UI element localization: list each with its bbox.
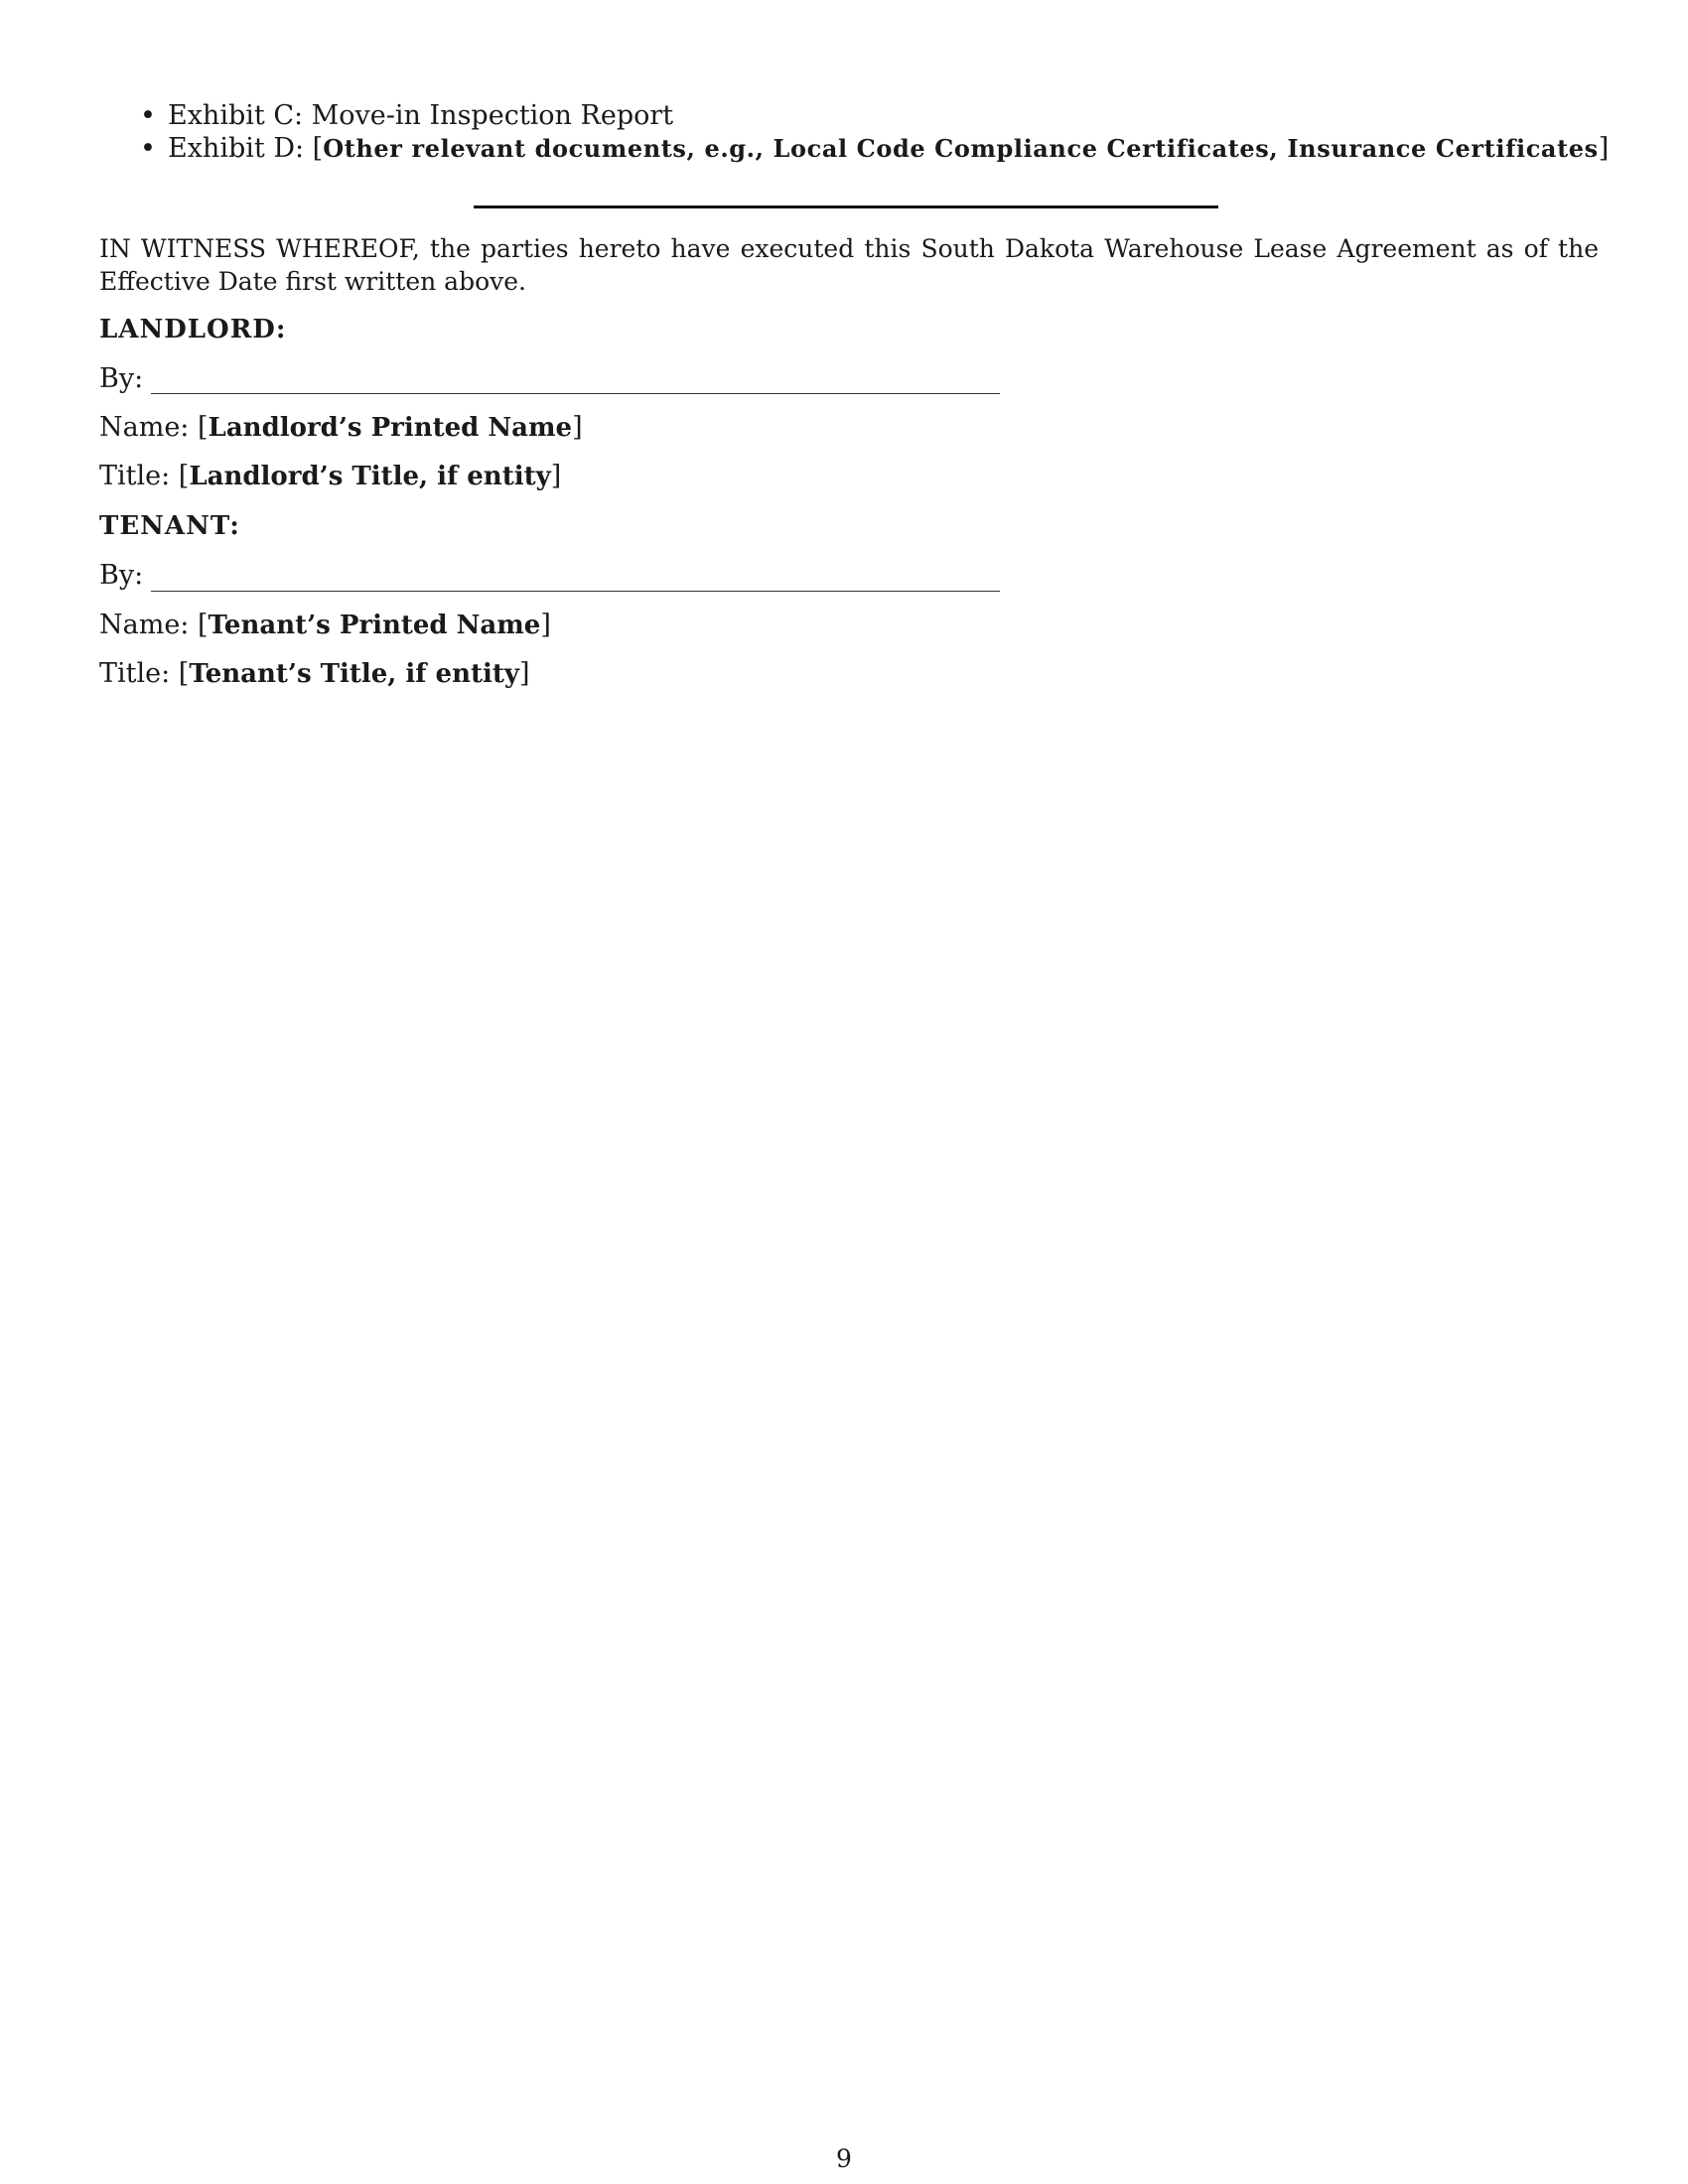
exhibit-list [135,99,1609,165]
tenant-signature-line[interactable] [151,591,1000,592]
landlord-signature-line[interactable] [151,393,1000,394]
name-label: Name: [99,610,198,640]
tenant-title-line [99,658,530,689]
tenant-heading: TENANT: [99,511,240,541]
landlord-heading: LANDLORD: [99,315,287,344]
exhibit-label: Exhibit C: [168,100,312,131]
landlord-name-line [99,412,583,443]
tenant-title-value: Tenant’s Title, if entity [189,659,519,689]
bullet-icon: • [140,133,156,164]
bracket-open: [ [197,412,209,443]
bracket-open: [ [178,461,190,491]
page-number: 9 [836,2144,852,2173]
tenant-name-line [99,610,551,640]
name-label: Name: [99,412,198,443]
bracket-close: ] [540,610,551,640]
bracket-close: ] [518,658,530,689]
landlord-title-line [99,461,561,491]
witness-paragraph: IN WITNESS WHEREOF, the parties hereto have executed this South Dakota Warehouse Lease Agreement as of the Effective Date first written above. [99,234,1599,296]
bracket-close: ] [572,412,583,443]
list-item [135,99,1609,132]
tenant-by-label: By: [99,560,144,591]
list-item [135,132,1609,165]
bracket-close: ] [1598,133,1610,164]
landlord-by-label: By: [99,363,144,394]
bracket-open: [ [178,658,190,689]
bracket-close: ] [550,461,562,491]
bracket-open: [ [312,133,324,164]
exhibit-text: Move-in Inspection Report [311,100,674,131]
bracket-open: [ [197,610,209,640]
exhibit-text: Other relevant documents, e.g., Local Code Compliance Certificates, Insurance Certificates [323,134,1599,163]
title-label: Title: [99,461,179,491]
section-divider [474,205,1218,208]
tenant-name-value: Tenant’s Printed Name [208,611,541,640]
landlord-name-value: Landlord’s Printed Name [208,413,573,443]
bullet-icon: • [140,100,156,131]
exhibit-label: Exhibit D: [168,133,313,164]
title-label: Title: [99,658,179,689]
landlord-title-value: Landlord’s Title, if entity [189,462,551,491]
